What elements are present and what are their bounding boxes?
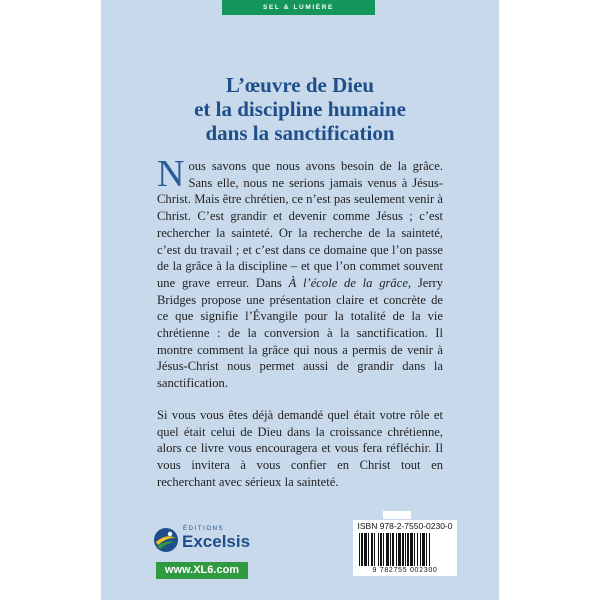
publisher-imprint-label: ÉDITIONS <box>183 526 225 532</box>
title-line-3: dans la sanctification <box>205 121 395 145</box>
barcode-icon <box>359 533 451 566</box>
blurb-paragraph-1 <box>157 153 444 392</box>
publisher-website: www.XL6.com <box>156 562 248 579</box>
title-line-2: et la discipline humaine <box>194 97 406 121</box>
blurb-text-part-2: , Jerry Bridges propose une présentation claire et concrète de ce que signifie l’Évangile pour la totalité de la vie chrétienne : de la conversion à la sanctification. Il montre comment la grâce qui nous a permis de venir à Jésus-Christ nous permet aussi de grandir dans la sanctification. <box>157 275 444 391</box>
blurb-paragraph-2: Si vous vous êtes déjà demandé quel était votre rôle et quel était celui de Dieu dans la croissance chrétienne, alors ce livre vous encouragera et vous fera réfléchir. Il vous invitera à vous confier en Christ tout en recherchant avec sérieux la sainteté. <box>157 407 443 489</box>
price-sticker-area <box>383 511 411 519</box>
book-title-reference: À l’école de la grâce <box>288 275 408 290</box>
book-title <box>101 73 499 145</box>
blurb-text-part-1: ous savons que nous avons besoin de la grâce. Sans elle, nous ne serions jamais venus à Jésus-Christ. Mais être chrétien, ce n’est pas seulement venir à Christ. C’est grandir et devenir comme Jésus ; c’est rechercher la sainteté. Or la recherche de la sainteté, c’est du travail ; et c’est dans ce domaine que l’on passe de la grâce à la discipline – et que l’on commet souvent une grave erreur. Dans <box>157 159 443 290</box>
barcode-digits: 9 782755 002300 <box>372 567 438 574</box>
drop-cap: N <box>157 153 185 195</box>
isbn-number: ISBN 978-2-7550-0230-0 <box>357 521 453 531</box>
publisher-logo <box>153 524 263 556</box>
blurb <box>157 153 444 490</box>
excelsis-globe-icon <box>153 527 179 553</box>
publisher-name: Excelsis <box>182 532 251 551</box>
isbn-barcode-block <box>353 520 457 576</box>
title-line-1: L’œuvre de Dieu <box>225 73 375 97</box>
collection-label: SEL & LUMIÈRE <box>222 0 375 15</box>
